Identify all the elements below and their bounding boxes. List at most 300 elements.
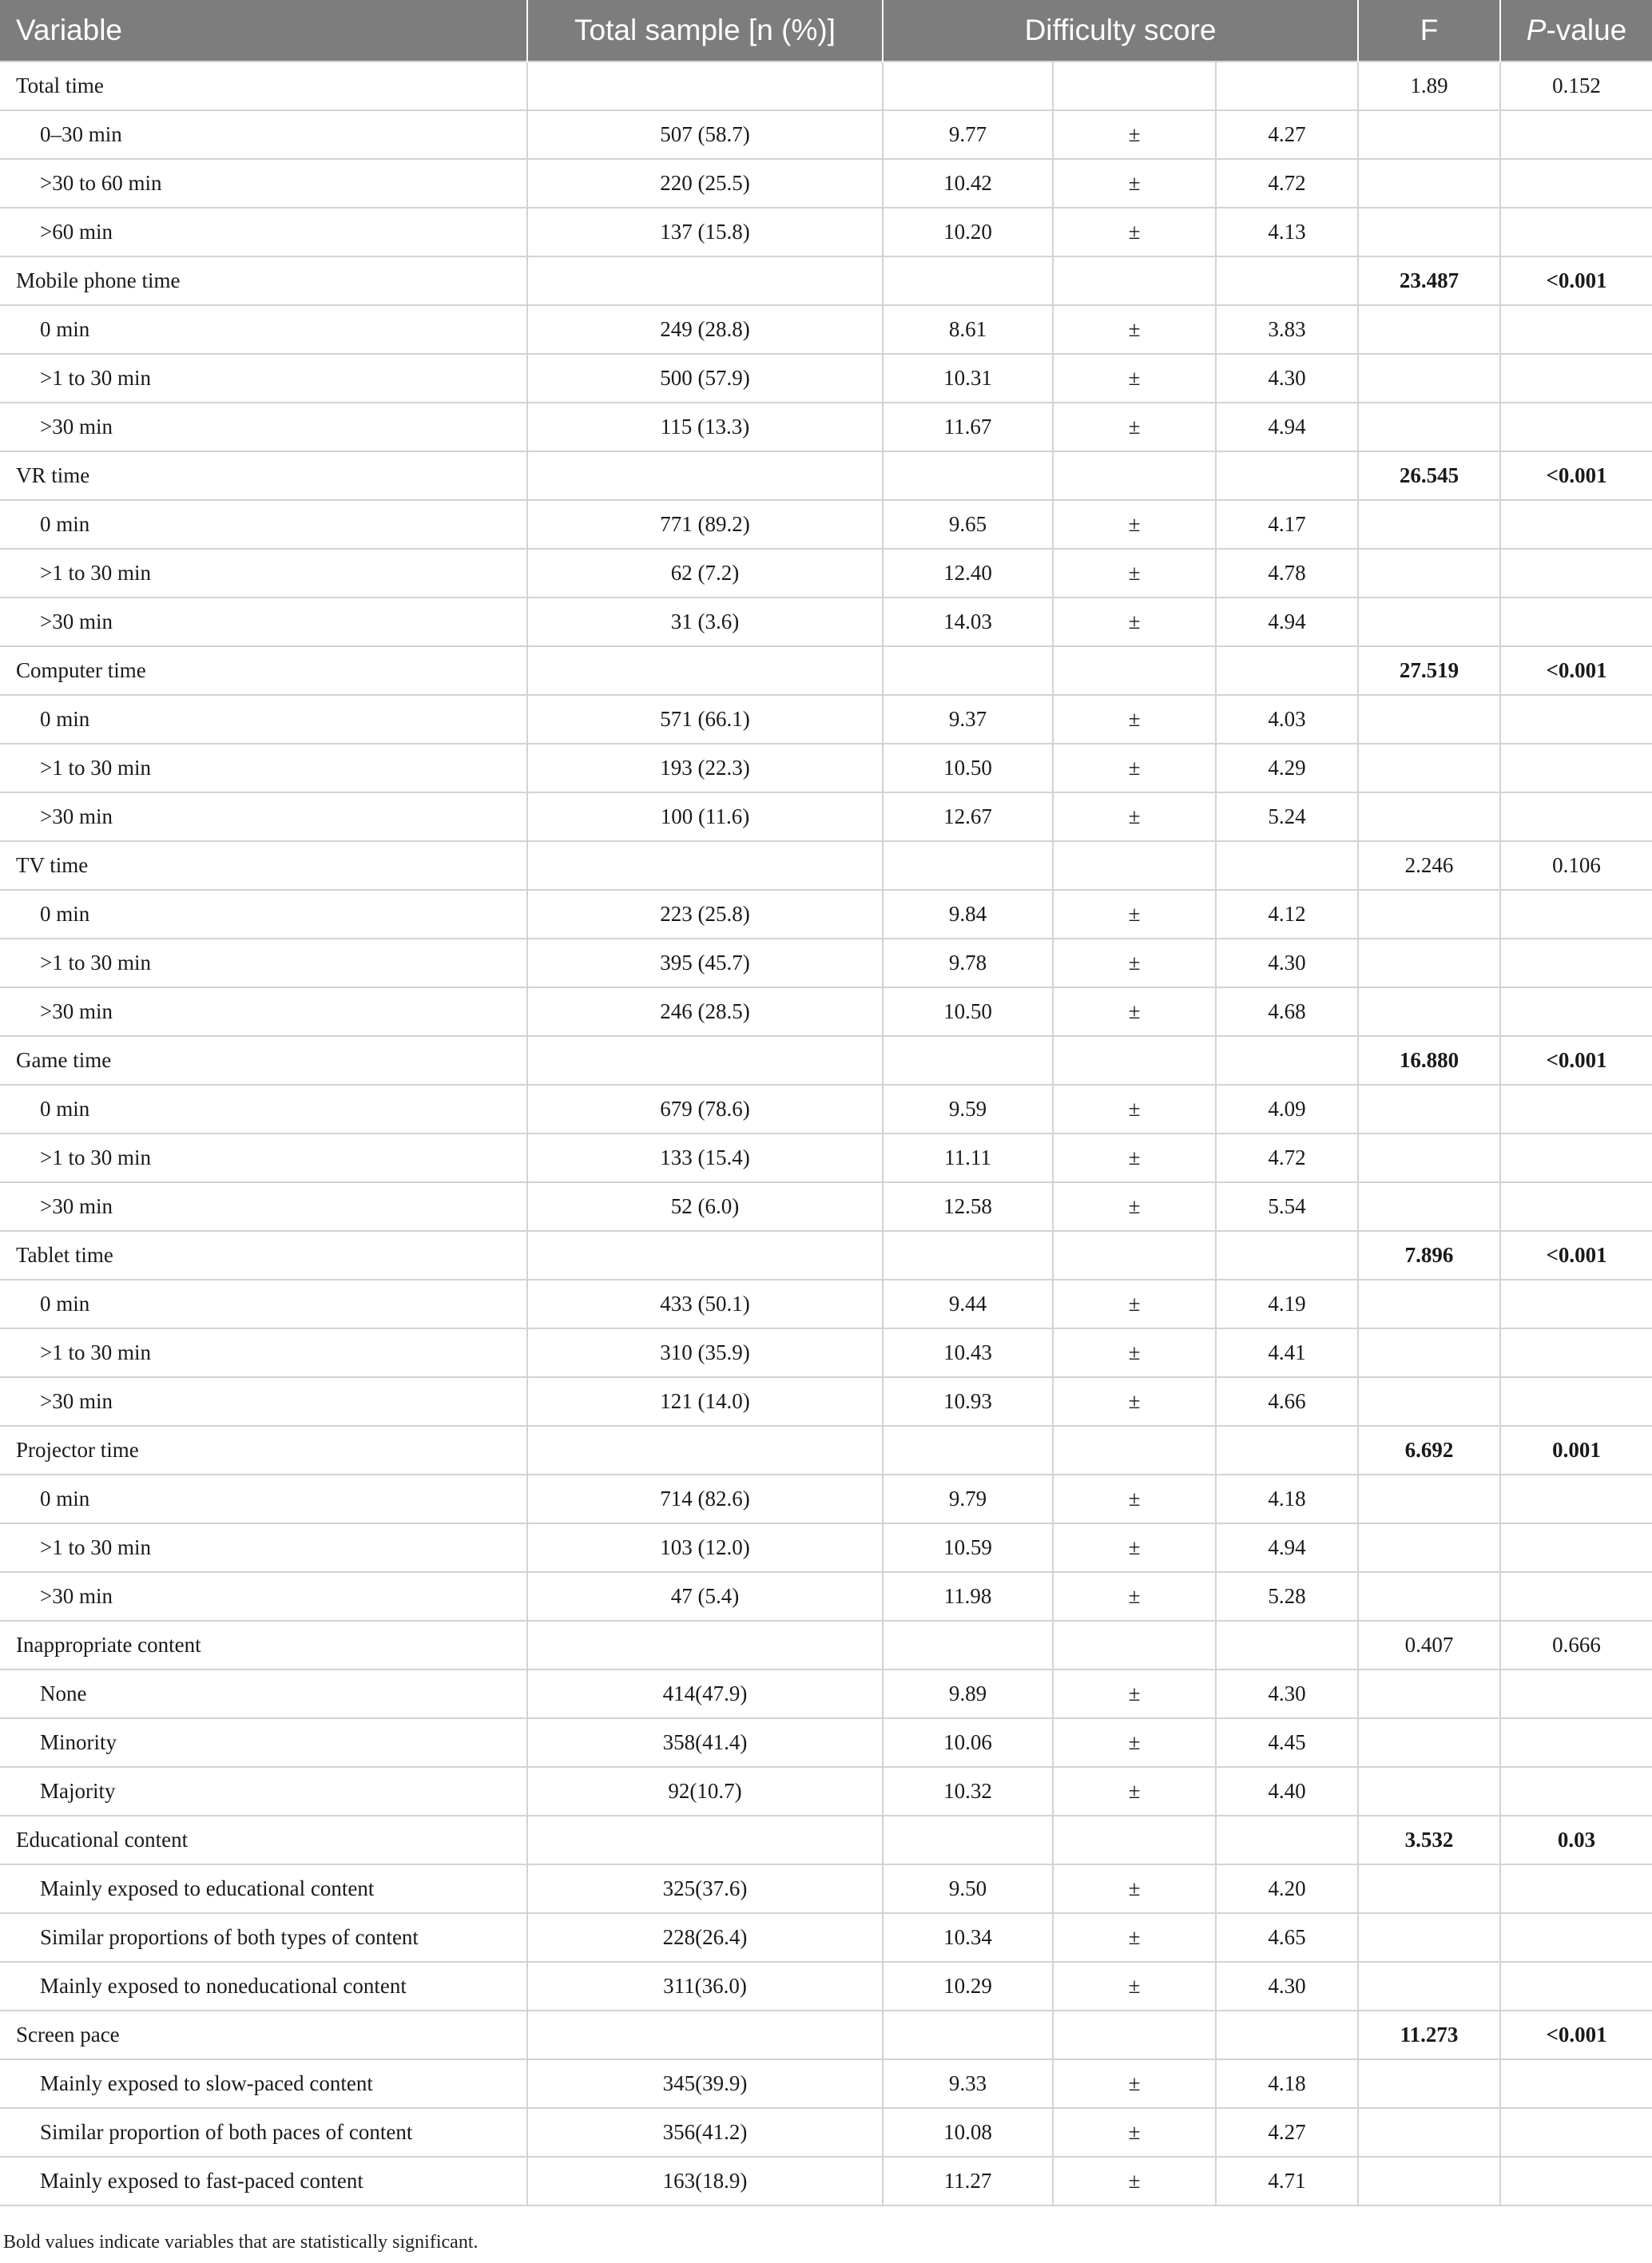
mean-cell [883, 451, 1053, 500]
category-label: >30 min [0, 403, 527, 451]
f-cell [1358, 305, 1500, 354]
f-cell [1358, 2059, 1500, 2108]
category-label: Majority [0, 1767, 527, 1816]
p-cell [1500, 890, 1652, 939]
variable-label: VR time [0, 451, 527, 500]
difficulty-sd: 4.68 [1216, 987, 1358, 1036]
header-f: F [1358, 0, 1500, 62]
plus-minus: ± [1053, 2108, 1216, 2157]
difficulty-mean: 11.11 [883, 1133, 1053, 1182]
plus-minus: ± [1053, 1280, 1216, 1328]
pm-cell [1053, 1621, 1216, 1669]
f-cell [1358, 500, 1500, 549]
total-sample-value: 311(36.0) [527, 1962, 883, 2011]
group-row [0, 451, 1652, 500]
p-cell [1500, 1669, 1652, 1718]
p-cell [1500, 500, 1652, 549]
f-cell [1358, 1182, 1500, 1231]
plus-minus: ± [1053, 695, 1216, 744]
category-label: Mainly exposed to fast-paced content [0, 2157, 527, 2205]
total-sample-cell [527, 646, 883, 695]
category-label: None [0, 1669, 527, 1718]
p-value: 0.001 [1500, 1426, 1652, 1475]
mean-cell [883, 256, 1053, 305]
p-cell [1500, 987, 1652, 1036]
category-label: >1 to 30 min [0, 1133, 527, 1182]
sd-cell [1216, 841, 1358, 890]
sd-cell [1216, 1426, 1358, 1475]
f-value: 7.896 [1358, 1231, 1500, 1280]
mean-cell [883, 1231, 1053, 1280]
pm-cell [1053, 646, 1216, 695]
total-sample-cell [527, 1816, 883, 1864]
mean-cell [883, 62, 1053, 110]
difficulty-mean: 14.03 [883, 598, 1053, 646]
table-row [0, 744, 1652, 792]
category-label: >1 to 30 min [0, 939, 527, 987]
plus-minus: ± [1053, 792, 1216, 841]
plus-minus: ± [1053, 890, 1216, 939]
p-value: <0.001 [1500, 1036, 1652, 1085]
category-label: 0–30 min [0, 110, 527, 159]
p-value: <0.001 [1500, 451, 1652, 500]
total-sample-value: 345(39.9) [527, 2059, 883, 2108]
p-cell [1500, 1962, 1652, 2011]
difficulty-sd: 4.18 [1216, 1475, 1358, 1523]
category-label: >30 min [0, 1377, 527, 1426]
table-header [0, 0, 1652, 62]
p-cell [1500, 2059, 1652, 2108]
plus-minus: ± [1053, 1913, 1216, 1962]
total-sample-value: 52 (6.0) [527, 1182, 883, 1231]
group-row [0, 1621, 1652, 1669]
table-row [0, 1669, 1652, 1718]
total-sample-value: 433 (50.1) [527, 1280, 883, 1328]
table-row [0, 1523, 1652, 1572]
difficulty-mean: 9.44 [883, 1280, 1053, 1328]
difficulty-sd: 4.13 [1216, 208, 1358, 256]
difficulty-sd: 4.45 [1216, 1718, 1358, 1767]
p-cell [1500, 1280, 1652, 1328]
difficulty-sd: 4.19 [1216, 1280, 1358, 1328]
category-label: >1 to 30 min [0, 549, 527, 598]
total-sample-value: 103 (12.0) [527, 1523, 883, 1572]
group-row [0, 646, 1652, 695]
difficulty-sd: 4.94 [1216, 598, 1358, 646]
total-sample-value: 325(37.6) [527, 1864, 883, 1913]
table-row [0, 1767, 1652, 1816]
p-cell [1500, 1085, 1652, 1133]
table-row [0, 549, 1652, 598]
plus-minus: ± [1053, 1182, 1216, 1231]
group-row [0, 62, 1652, 110]
p-value: <0.001 [1500, 646, 1652, 695]
variable-label: Game time [0, 1036, 527, 1085]
f-value: 27.519 [1358, 646, 1500, 695]
plus-minus: ± [1053, 1669, 1216, 1718]
total-sample-value: 115 (13.3) [527, 403, 883, 451]
plus-minus: ± [1053, 987, 1216, 1036]
group-row [0, 1426, 1652, 1475]
f-cell [1358, 110, 1500, 159]
difficulty-sd: 4.30 [1216, 354, 1358, 403]
pm-cell [1053, 256, 1216, 305]
f-cell [1358, 1328, 1500, 1377]
f-cell [1358, 1767, 1500, 1816]
p-value: <0.001 [1500, 1231, 1652, 1280]
sd-cell [1216, 1816, 1358, 1864]
f-cell [1358, 1523, 1500, 1572]
difficulty-sd: 4.78 [1216, 549, 1358, 598]
difficulty-sd: 4.17 [1216, 500, 1358, 549]
category-label: >30 min [0, 1182, 527, 1231]
total-sample-value: 47 (5.4) [527, 1572, 883, 1621]
p-value: 0.152 [1500, 62, 1652, 110]
category-label: >30 to 60 min [0, 159, 527, 208]
plus-minus: ± [1053, 354, 1216, 403]
table-row [0, 159, 1652, 208]
header-p-italic: P [1526, 14, 1547, 46]
difficulty-mean: 10.06 [883, 1718, 1053, 1767]
f-cell [1358, 1572, 1500, 1621]
table-row [0, 1864, 1652, 1913]
plus-minus: ± [1053, 939, 1216, 987]
p-cell [1500, 1523, 1652, 1572]
difficulty-sd: 4.09 [1216, 1085, 1358, 1133]
p-value: 0.666 [1500, 1621, 1652, 1669]
plus-minus: ± [1053, 1864, 1216, 1913]
f-cell [1358, 403, 1500, 451]
variable-label: Mobile phone time [0, 256, 527, 305]
f-cell [1358, 2108, 1500, 2157]
plus-minus: ± [1053, 1377, 1216, 1426]
pm-cell [1053, 841, 1216, 890]
difficulty-sd: 5.28 [1216, 1572, 1358, 1621]
plus-minus: ± [1053, 2157, 1216, 2205]
header-p-suffix: -value [1546, 14, 1627, 46]
f-cell [1358, 159, 1500, 208]
table-row [0, 939, 1652, 987]
difficulty-sd: 4.30 [1216, 939, 1358, 987]
f-cell [1358, 987, 1500, 1036]
difficulty-sd: 4.03 [1216, 695, 1358, 744]
sd-cell [1216, 1621, 1358, 1669]
plus-minus: ± [1053, 110, 1216, 159]
p-cell [1500, 305, 1652, 354]
difficulty-sd: 3.83 [1216, 305, 1358, 354]
category-label: Mainly exposed to slow-paced content [0, 2059, 527, 2108]
pm-cell [1053, 2011, 1216, 2059]
f-cell [1358, 1864, 1500, 1913]
difficulty-sd: 4.94 [1216, 403, 1358, 451]
plus-minus: ± [1053, 1085, 1216, 1133]
p-cell [1500, 744, 1652, 792]
total-sample-value: 121 (14.0) [527, 1377, 883, 1426]
f-cell [1358, 1718, 1500, 1767]
p-cell [1500, 2108, 1652, 2157]
variable-label: Projector time [0, 1426, 527, 1475]
total-sample-value: 395 (45.7) [527, 939, 883, 987]
group-row [0, 1231, 1652, 1280]
f-cell [1358, 208, 1500, 256]
header-variable: Variable [0, 0, 527, 62]
plus-minus: ± [1053, 1718, 1216, 1767]
table-row [0, 792, 1652, 841]
category-label: 0 min [0, 500, 527, 549]
header-total-sample: Total sample [n (%)] [527, 0, 883, 62]
difficulty-mean: 9.59 [883, 1085, 1053, 1133]
total-sample-cell [527, 1036, 883, 1085]
p-cell [1500, 792, 1652, 841]
f-cell [1358, 695, 1500, 744]
f-value: 3.532 [1358, 1816, 1500, 1864]
plus-minus: ± [1053, 1962, 1216, 2011]
category-label: >30 min [0, 792, 527, 841]
total-sample-value: 163(18.9) [527, 2157, 883, 2205]
p-cell [1500, 1475, 1652, 1523]
p-cell [1500, 110, 1652, 159]
category-label: >30 min [0, 1572, 527, 1621]
pm-cell [1053, 1426, 1216, 1475]
f-value: 6.692 [1358, 1426, 1500, 1475]
p-cell [1500, 1133, 1652, 1182]
difficulty-sd: 4.72 [1216, 1133, 1358, 1182]
table-row [0, 1085, 1652, 1133]
total-sample-value: 356(41.2) [527, 2108, 883, 2157]
p-cell [1500, 1718, 1652, 1767]
p-cell [1500, 1913, 1652, 1962]
table-row [0, 1718, 1652, 1767]
difficulty-mean: 9.50 [883, 1864, 1053, 1913]
difficulty-mean: 10.08 [883, 2108, 1053, 2157]
table-row [0, 2108, 1652, 2157]
f-cell [1358, 1669, 1500, 1718]
plus-minus: ± [1053, 208, 1216, 256]
f-cell [1358, 1133, 1500, 1182]
header-p-value [1500, 0, 1652, 62]
p-cell [1500, 1572, 1652, 1621]
difficulty-sd: 4.20 [1216, 1864, 1358, 1913]
category-label: 0 min [0, 1085, 527, 1133]
difficulty-mean: 9.89 [883, 1669, 1053, 1718]
f-value: 11.273 [1358, 2011, 1500, 2059]
difficulty-mean: 10.43 [883, 1328, 1053, 1377]
category-label: Minority [0, 1718, 527, 1767]
variable-label: Inappropriate content [0, 1621, 527, 1669]
difficulty-mean: 9.79 [883, 1475, 1053, 1523]
variable-label: Educational content [0, 1816, 527, 1864]
difficulty-sd: 4.65 [1216, 1913, 1358, 1962]
plus-minus: ± [1053, 1328, 1216, 1377]
sd-cell [1216, 2011, 1358, 2059]
total-sample-value: 500 (57.9) [527, 354, 883, 403]
total-sample-value: 679 (78.6) [527, 1085, 883, 1133]
total-sample-value: 223 (25.8) [527, 890, 883, 939]
difficulty-sd: 5.24 [1216, 792, 1358, 841]
difficulty-mean: 9.84 [883, 890, 1053, 939]
difficulty-mean: 10.32 [883, 1767, 1053, 1816]
p-cell [1500, 598, 1652, 646]
table-row [0, 1182, 1652, 1231]
group-row [0, 841, 1652, 890]
difficulty-sd: 4.40 [1216, 1767, 1358, 1816]
p-cell [1500, 2157, 1652, 2205]
f-value: 1.89 [1358, 62, 1500, 110]
category-label: >30 min [0, 598, 527, 646]
difficulty-mean: 11.67 [883, 403, 1053, 451]
f-value: 26.545 [1358, 451, 1500, 500]
f-cell [1358, 1962, 1500, 2011]
difficulty-sd: 4.30 [1216, 1669, 1358, 1718]
difficulty-mean: 12.67 [883, 792, 1053, 841]
p-cell [1500, 354, 1652, 403]
category-label: 0 min [0, 305, 527, 354]
category-label: 0 min [0, 890, 527, 939]
difficulty-mean: 9.65 [883, 500, 1053, 549]
difficulty-sd: 4.94 [1216, 1523, 1358, 1572]
pm-cell [1053, 62, 1216, 110]
difficulty-sd: 4.72 [1216, 159, 1358, 208]
total-sample-cell [527, 256, 883, 305]
p-value: 0.106 [1500, 841, 1652, 890]
sd-cell [1216, 1036, 1358, 1085]
difficulty-mean: 10.50 [883, 987, 1053, 1036]
difficulty-mean: 10.42 [883, 159, 1053, 208]
table-row [0, 695, 1652, 744]
p-cell [1500, 939, 1652, 987]
difficulty-mean: 10.59 [883, 1523, 1053, 1572]
table-row [0, 1328, 1652, 1377]
total-sample-cell [527, 841, 883, 890]
total-sample-value: 62 (7.2) [527, 549, 883, 598]
sd-cell [1216, 256, 1358, 305]
mean-cell [883, 1816, 1053, 1864]
mean-cell [883, 646, 1053, 695]
f-cell [1358, 792, 1500, 841]
f-cell [1358, 598, 1500, 646]
difficulty-mean: 9.78 [883, 939, 1053, 987]
total-sample-value: 507 (58.7) [527, 110, 883, 159]
f-value: 0.407 [1358, 1621, 1500, 1669]
table-row [0, 1913, 1652, 1962]
table-row [0, 987, 1652, 1036]
total-sample-cell [527, 451, 883, 500]
variable-label: Tablet time [0, 1231, 527, 1280]
category-label: Mainly exposed to educational content [0, 1864, 527, 1913]
table-body [0, 62, 1652, 2205]
difficulty-sd: 4.27 [1216, 2108, 1358, 2157]
table-row [0, 110, 1652, 159]
pm-cell [1053, 1231, 1216, 1280]
variable-label: Total time [0, 62, 527, 110]
sd-cell [1216, 62, 1358, 110]
plus-minus: ± [1053, 549, 1216, 598]
table-row [0, 598, 1652, 646]
plus-minus: ± [1053, 159, 1216, 208]
sd-cell [1216, 451, 1358, 500]
plus-minus: ± [1053, 1475, 1216, 1523]
pm-cell [1053, 451, 1216, 500]
difficulty-mean: 10.34 [883, 1913, 1053, 1962]
total-sample-cell [527, 2011, 883, 2059]
total-sample-value: 133 (15.4) [527, 1133, 883, 1182]
p-cell [1500, 1328, 1652, 1377]
total-sample-cell [527, 1426, 883, 1475]
f-cell [1358, 744, 1500, 792]
difficulty-mean: 12.40 [883, 549, 1053, 598]
plus-minus: ± [1053, 744, 1216, 792]
difficulty-sd: 5.54 [1216, 1182, 1358, 1231]
table-row [0, 500, 1652, 549]
total-sample-cell [527, 1621, 883, 1669]
plus-minus: ± [1053, 305, 1216, 354]
total-sample-value: 92(10.7) [527, 1767, 883, 1816]
table-row [0, 1377, 1652, 1426]
p-cell [1500, 1767, 1652, 1816]
total-sample-value: 310 (35.9) [527, 1328, 883, 1377]
f-cell [1358, 354, 1500, 403]
table-row [0, 2059, 1652, 2108]
difficulty-mean: 10.31 [883, 354, 1053, 403]
category-label: >60 min [0, 208, 527, 256]
category-label: >1 to 30 min [0, 744, 527, 792]
plus-minus: ± [1053, 1133, 1216, 1182]
f-cell [1358, 890, 1500, 939]
category-label: >1 to 30 min [0, 1523, 527, 1572]
total-sample-value: 246 (28.5) [527, 987, 883, 1036]
group-row [0, 2011, 1652, 2059]
mean-cell [883, 1036, 1053, 1085]
total-sample-value: 137 (15.8) [527, 208, 883, 256]
difficulty-sd: 4.41 [1216, 1328, 1358, 1377]
p-value: 0.03 [1500, 1816, 1652, 1864]
f-cell [1358, 549, 1500, 598]
p-cell [1500, 403, 1652, 451]
table-row [0, 890, 1652, 939]
difficulty-sd: 4.71 [1216, 2157, 1358, 2205]
table-row [0, 1133, 1652, 1182]
f-cell [1358, 1085, 1500, 1133]
difficulty-mean: 10.93 [883, 1377, 1053, 1426]
variable-label: Computer time [0, 646, 527, 695]
mean-cell [883, 841, 1053, 890]
table-row [0, 305, 1652, 354]
mean-cell [883, 1621, 1053, 1669]
table-row [0, 1572, 1652, 1621]
group-row [0, 1816, 1652, 1864]
total-sample-value: 249 (28.8) [527, 305, 883, 354]
mean-cell [883, 2011, 1053, 2059]
table-row [0, 1475, 1652, 1523]
category-label: >1 to 30 min [0, 1328, 527, 1377]
f-cell [1358, 1377, 1500, 1426]
plus-minus: ± [1053, 598, 1216, 646]
total-sample-cell [527, 1231, 883, 1280]
header-row [0, 0, 1652, 62]
table-row [0, 1280, 1652, 1328]
f-cell [1358, 1475, 1500, 1523]
total-sample-value: 193 (22.3) [527, 744, 883, 792]
p-cell [1500, 159, 1652, 208]
plus-minus: ± [1053, 1572, 1216, 1621]
variable-label: TV time [0, 841, 527, 890]
difficulty-sd: 4.18 [1216, 2059, 1358, 2108]
plus-minus: ± [1053, 1523, 1216, 1572]
p-cell [1500, 208, 1652, 256]
table-footnote: Bold values indicate variables that are statistically significant. [3, 2232, 479, 2253]
f-value: 16.880 [1358, 1036, 1500, 1085]
total-sample-value: 714 (82.6) [527, 1475, 883, 1523]
